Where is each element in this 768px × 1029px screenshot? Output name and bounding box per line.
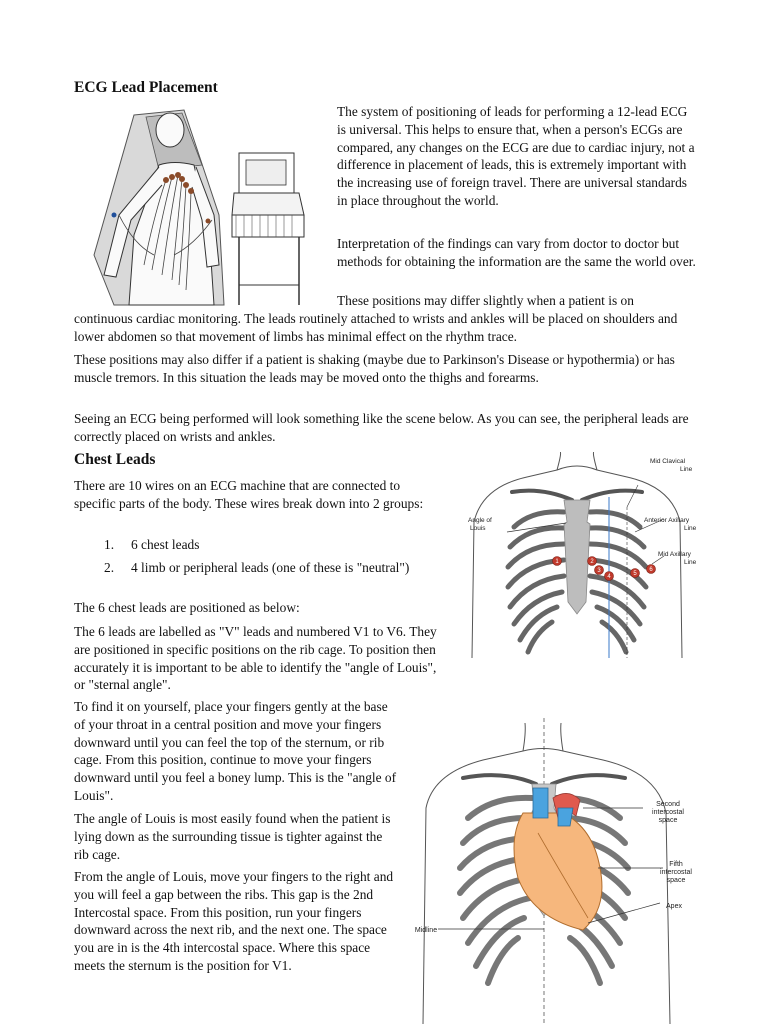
mid-axillary-label-2: Line bbox=[684, 559, 697, 566]
positioned-paragraph: The 6 chest leads are positioned as below: bbox=[74, 600, 300, 615]
anterior-axillary-label-2: Line bbox=[684, 525, 697, 532]
fifth-label-3: space bbox=[666, 877, 686, 884]
chest-leads-diagram bbox=[452, 452, 702, 658]
ecg-patient-illustration bbox=[74, 105, 326, 310]
angle-of-louis-label-2: Louis bbox=[470, 525, 486, 532]
mid-clavical-label-1: Mid Clavical bbox=[650, 458, 686, 465]
section-heading-ecg-lead-placement: ECG Lead Placement bbox=[74, 79, 218, 96]
list-text: 4 limb or peripheral leads (one of these is "neutral") bbox=[131, 559, 410, 575]
shaking-paragraph: These positions may also differ if a patient is shaking (maybe due to Parkinson's Disease or hypothermia) or has muscle tremors. In this situation the leads may be moved onto the thighs and forearms. bbox=[74, 352, 675, 385]
fifth-label-1: Fifth bbox=[669, 861, 683, 868]
wires-paragraph: There are 10 wires on an ECG machine that are connected to specific parts of the body. These wires break down into 2 groups: bbox=[74, 478, 424, 511]
intro-paragraph: The system of positioning of leads for performing a 12-lead ECG is universal. This helps to ensure that, when a person's ECGs are compared, any changes on the ECG are due to cardiac injury, not a difference in placement of leads, this is extremely important with the increasing use of foreign travel. There are universal standards in place throughout the world. bbox=[337, 104, 695, 208]
lying-down-paragraph: The angle of Louis is most easily found when the patient is lying down as the surrounding tissue is tighter against the rib cage. bbox=[74, 811, 391, 862]
section-heading-chest-leads: Chest Leads bbox=[74, 451, 156, 468]
find-angle-paragraph: To find it on yourself, place your fingers gently at the base of your throat in a central position and move your fingers downward until you can feel the top of the sternum, or rib cage. From this position, continue to move your fingers downward until you feel a boney lump. This is the "angle of Louis". bbox=[74, 699, 397, 803]
mid-axillary-label-1: Mid Axillary bbox=[658, 551, 691, 558]
list-text: 6 chest leads bbox=[131, 537, 200, 552]
scene-paragraph: Seeing an ECG being performed will look something like the scene below. As you can see, the peripheral leads are correctly placed on wrists and ankles. bbox=[74, 411, 689, 444]
lead-number-6: 6 bbox=[649, 567, 653, 573]
list-item bbox=[104, 536, 431, 554]
monitoring-paragraph: These positions may differ slightly when a patient is on continuous cardiac monitoring. The leads routinely attached to wrists and ankles will be placed on shoulders and lower abdomen so that movement of limbs has minimal effect on the rhythm trace. bbox=[74, 293, 678, 344]
mid-clavical-label-2: Line bbox=[680, 466, 693, 473]
list-number: 1. bbox=[104, 537, 115, 552]
intercostal-paragraph: From the angle of Louis, move your fingers to the right and you will feel a gap between the ribs. This gap is the 2nd Intercostal space. From this position, run your fingers downward across the next rib, and the next one. The space you are in is the 4th intercostal space. Where this space meets the sternum is the position for V1. bbox=[74, 869, 394, 973]
second-label-1: Second bbox=[656, 801, 680, 808]
angle-of-louis-label-1: Angle of bbox=[468, 517, 492, 524]
apex-label: Apex bbox=[666, 903, 682, 910]
second-label-3: space bbox=[658, 817, 678, 824]
lead-groups-list bbox=[104, 536, 431, 577]
lead-number-4: 4 bbox=[607, 574, 611, 580]
second-label-2: intercostal bbox=[652, 809, 684, 816]
midline-label: Midline bbox=[414, 927, 438, 934]
anterior-axillary-label-1: Anterior Axillary bbox=[644, 517, 690, 524]
interpretation-paragraph: Interpretation of the findings can vary from doctor to doctor but methods for obtaining the information are the same the world over. bbox=[337, 236, 696, 269]
lead-number-1: 1 bbox=[555, 559, 559, 565]
v-leads-paragraph: The 6 leads are labelled as "V" leads and numbered V1 to V6. They are positioned in specific positions on the rib cage. To position then accurately it is important to be able to identify the "angle of Louis", or "sternal angle". bbox=[74, 624, 437, 693]
lead-number-2: 2 bbox=[590, 559, 594, 565]
list-item bbox=[104, 559, 431, 577]
lead-number-3: 3 bbox=[597, 568, 601, 574]
fifth-label-2: intercostal bbox=[660, 869, 692, 876]
list-number: 2. bbox=[104, 559, 115, 575]
lead-number-5: 5 bbox=[633, 571, 637, 577]
heart-position-diagram bbox=[408, 718, 708, 1024]
